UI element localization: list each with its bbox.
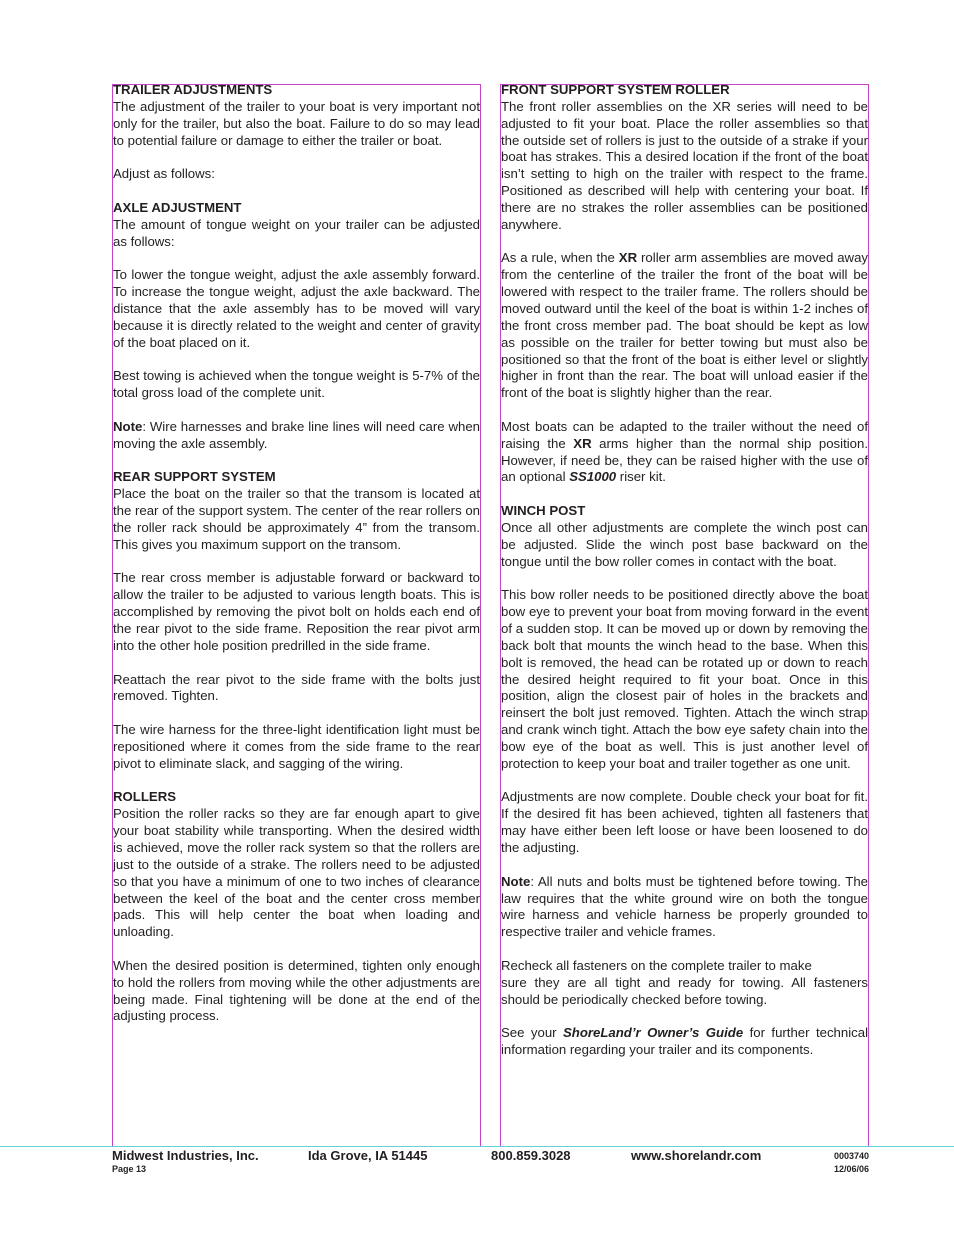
rollers-heading: ROLLERS — [113, 789, 177, 805]
text-span: See your — [501, 1025, 563, 1041]
front-support-heading: FRONT SUPPORT SYSTEM ROLLER — [501, 82, 730, 97]
text-span: roller arm assemblies are moved away from the centerline of the trailer the front of the boat will be lowered with respect to the trailer frame. The rollers should be moved outward until the keel of the boat is within 1-2 inches of the front cross member pad. The boat should be kept as low as possible on the trailer for better towing but must also be positioned so that the front of the boat is either level or slightly higher in front than the rear. The boat will unload easier if the front of the boat is slightly higher than the rear. — [501, 250, 868, 401]
footer-doc-number: 0003740 — [834, 1151, 870, 1161]
note-text: : Wire harnesses and brake line lines will need care when moving the axle assembly. — [113, 418, 480, 451]
owners-guide-text — [501, 1025, 868, 1059]
text-span: riser kit. — [616, 469, 666, 485]
footer-company: Midwest Industries, Inc. — [112, 1148, 259, 1163]
xr-label: XR — [573, 435, 592, 451]
winch-post-text-3: Adjustments are now complete. Double check your boat for fit. If the desired fit has been achieved, tighten all fasteners that may have either been left loose or have been loosened to do the adjusting. — [501, 789, 868, 855]
rear-support-text-1: Place the boat on the trailer so that the transom is located at the rear of the support system. The center of the rear rollers on the roller rack should be approximately 4” from the transom. This gives you maximum support on the transom. — [113, 486, 480, 552]
text-span: Most boats can be adapted to the trailer without the need of raising the — [501, 418, 868, 451]
footer-website: www.shorelandr.com — [631, 1148, 762, 1163]
front-support-text-3 — [501, 419, 868, 486]
note-text: : All nuts and bolts must be tightened before towing. The law requires that the white ground wire on both the tongue wire harness and vehicle harness be properly grounded to respective trailer and vehicle frames. — [501, 873, 868, 940]
text-span: Recheck all fasteners on the complete trailer to make — [501, 957, 812, 973]
note-label: Note — [113, 418, 143, 434]
axle-adjustment-text-1: The amount of tongue weight on your trailer can be adjusted as follows: — [113, 216, 480, 249]
text-span: for further technical information regarding your trailer and its components. — [501, 1025, 869, 1058]
text-span: As a rule, when the — [501, 250, 619, 266]
front-support-text-2 — [501, 250, 868, 402]
xr-label: XR — [618, 250, 638, 266]
axle-adjustment-heading: AXLE ADJUSTMENT — [113, 199, 242, 215]
footer-city: Ida Grove, IA 51445 — [308, 1148, 428, 1163]
ss1000-label: SS1000 — [569, 469, 617, 485]
recheck-text — [501, 958, 868, 1009]
axle-adjustment-text-3: Best towing is achieved when the tongue weight is 5-7% of the total gross load of the complete unit. — [113, 368, 480, 401]
note-label: Note — [501, 873, 531, 889]
front-support-text-1: The front roller assemblies on the XR series will need to be adjusted to fit your boat. Place the roller assemblies so that the outside set of rollers is just to the outside of a strake if your boat has strakes. This a desired location if the front of the boat isn’t setting to high on the trailer with respect to the frame. Positioned as described will help with centering your boat. If there are no strakes the roller assemblies can be positioned anywhere. — [501, 98, 868, 232]
footer-date: 12/06/06 — [834, 1164, 870, 1174]
footer-page-number: Page 13 — [112, 1164, 147, 1174]
adjust-as-follows-text: Adjust as follows: — [113, 166, 215, 182]
owners-guide-title: ShoreLand’r Owner’s Guide — [562, 1025, 744, 1041]
axle-adjustment-text-2: To lower the tongue weight, adjust the axle assembly forward. To increase the tongue weight, adjust the axle backward. The distance that the axle assembly has to be moved will vary because it is directly related to the weight and center of gravity of the boat placed on it. — [113, 267, 480, 350]
rollers-text-2: When the desired position is determined, tighten only enough to hold the rollers from moving while the other adjustments are being made. Final tightening will be done at the end of the adjusting process. — [113, 957, 480, 1024]
axle-note — [113, 419, 480, 453]
text-span: sure they are all tight and ready for towing. All fasteners should be periodically checked before towing. — [501, 974, 868, 1007]
winch-post-text-1: Once all other adjustments are complete the winch post can be adjusted. Slide the winch post base backward on the tongue until the bow roller comes in contact with the boat. — [501, 519, 868, 569]
winch-post-heading: WINCH POST — [501, 503, 586, 519]
winch-post-text-2: This bow roller needs to be positioned directly above the boat bow eye to prevent your boat from moving forward in the event of a sudden stop. It can be moved up or down by removing the back bolt that mounts the winch head to the base. When this bolt is removed, the head can be rotated up or down to reach the desired height required to fit your boat. Once in this position, align the closest pair of holes in the brackets and reinsert the bolt just removed. Tighten. Attach the winch strap and crank winch tight. Attach the bow eye safety chain into the bow eye of the boat as well. This is just another level of protection to keep your boat and trailer together as one unit. — [501, 587, 868, 771]
rear-support-text-4: The wire harness for the three-light identification light must be repositioned where it comes from the side frame to the rear pivot to eliminate slack, and sagging of the wiring. — [113, 722, 480, 771]
rear-support-heading: REAR SUPPORT SYSTEM — [113, 469, 276, 485]
rollers-text-1: Position the roller racks so they are far enough apart to give your boat stability while transporting. When the desired width is achieved, move the roller rack system so that the rollers are just to the outside of a strake. The rollers need to be adjusted so that you have a minimum of one to two inches of clearance between the keel of the boat and the center cross member pads. This will help center the boat when loading and unloading. — [113, 806, 480, 940]
text-span: arms higher than the normal ship position. However, if need be, they can be raised higher with the use of an optional — [501, 435, 869, 485]
left-column — [112, 84, 481, 1147]
footer-rule — [0, 1146, 954, 1147]
trailer-adjustments-heading: TRAILER ADJUSTMENTS — [113, 82, 273, 97]
right-column — [500, 84, 869, 1147]
trailer-adjustments-text: The adjustment of the trailer to your boat is very important not only for the trailer, but also the boat. Failure to do so may lead to potential failure or damage to either the trailer or boat. — [113, 98, 480, 148]
rear-support-text-3: Reattach the rear pivot to the side frame with the bolts just removed. Tighten. — [113, 671, 480, 704]
rear-support-text-2: The rear cross member is adjustable forward or backward to allow the trailer to be adjusted to various length boats. This is accomplished by removing the pivot bolt on holds each end of the rear pivot to the side frame. Reposition the rear pivot arm into the other hole position predrilled in the side frame. — [113, 570, 480, 653]
footer-phone: 800.859.3028 — [491, 1148, 571, 1163]
winch-note — [501, 874, 868, 941]
